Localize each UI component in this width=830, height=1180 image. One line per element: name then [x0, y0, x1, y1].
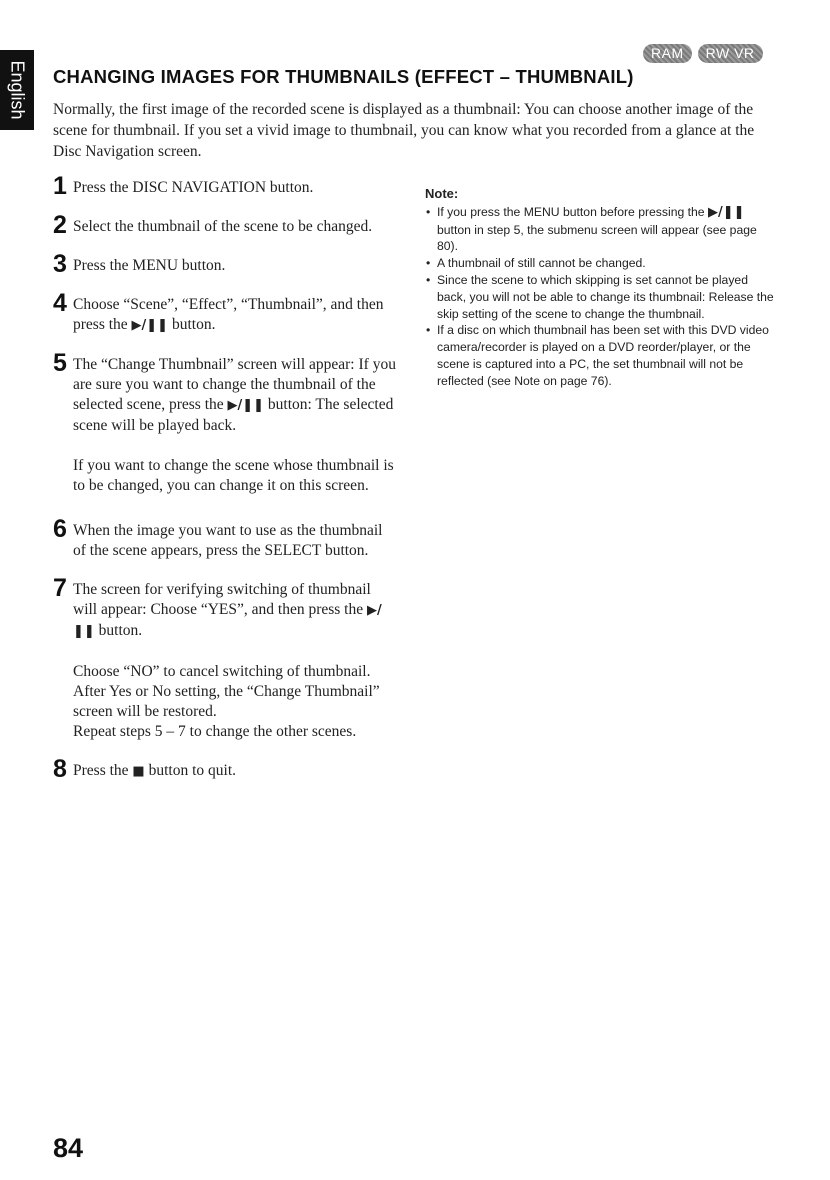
step-extra	[73, 456, 398, 496]
step-4	[53, 289, 398, 336]
step-number: 2	[53, 211, 67, 239]
step-text-after: button.	[168, 316, 216, 333]
step-8	[53, 755, 398, 783]
note-item: • Since the scene to which skipping is set cannot be played back, you will not be able to change its thumbnail: Release the skip setting of the scene to change the thumbnail.	[425, 272, 780, 322]
play-pause-icon: ▶/❚❚	[227, 398, 265, 413]
step-text-before: Press the	[73, 762, 133, 779]
play-pause-icon: ▶/❚❚	[131, 318, 169, 333]
rw-vr-badge: RW VR	[698, 44, 763, 63]
steps-list	[53, 172, 398, 783]
note-item	[425, 204, 780, 255]
step-6	[53, 515, 398, 561]
intro-paragraph: Normally, the first image of the recorded scene is displayed as a thumbnail: You can choose another image of the scene for thumbnail. If you set a vivid image to thumbnail, you can know what you recorded from a glance at the Disc Navigation screen.	[53, 101, 755, 160]
step-extra-text: If you want to change the scene whose thumbnail is to be changed, you can change it on this screen.	[73, 457, 394, 494]
step-text-after: button to quit.	[144, 762, 237, 779]
note-title: Note:	[425, 186, 459, 201]
step-number: 6	[53, 515, 67, 543]
step-number: 1	[53, 172, 67, 200]
step-text	[73, 580, 398, 642]
step-text: When the image you want to use as the thumbnail of the scene appears, press the SELECT button.	[73, 522, 383, 559]
step-text-after: button.	[94, 622, 143, 639]
step-text	[73, 355, 398, 436]
step-text-before: The screen for verifying switching of thumbnail will appear: Choose “YES”, and then press the	[73, 581, 371, 618]
step-number: 5	[53, 349, 67, 377]
stop-icon: ■	[132, 764, 145, 779]
step-extra-line: After Yes or No setting, the “Change Thumbnail” screen will be restored.	[73, 683, 380, 720]
step-3	[53, 250, 398, 278]
page-number: 84	[53, 1133, 84, 1163]
note-text-before: If you press the MENU button before pressing the	[437, 204, 708, 219]
note-list	[425, 204, 780, 390]
step-text-before: The “Change Thumbnail” screen will appear: If you are sure you want to change the thumbnail of the selected scene, press the	[73, 356, 396, 413]
page-title: CHANGING IMAGES FOR THUMBNAILS (EFFECT – THUMBNAIL)	[53, 66, 634, 87]
step-number: 4	[53, 289, 67, 317]
note-box	[425, 186, 780, 390]
step-number: 8	[53, 755, 67, 783]
play-pause-icon: ▶/❚❚	[707, 204, 745, 220]
note-item: • A thumbnail of still cannot be changed.	[425, 255, 780, 272]
step-extra-line: Repeat steps 5 – 7 to change the other scenes.	[73, 723, 357, 740]
step-text-before: Choose “Scene”, “Effect”, “Thumbnail”, and then press the	[73, 296, 384, 333]
step-text	[73, 761, 398, 782]
disc-type-badges	[643, 44, 763, 63]
language-tab-label: English	[7, 60, 28, 120]
step-1	[53, 172, 398, 200]
language-tab	[0, 50, 34, 130]
step-text: Press the MENU button.	[73, 257, 226, 274]
note-text-after: button in step 5, the submenu screen will appear (see page 80).	[437, 222, 757, 254]
step-number: 3	[53, 250, 67, 278]
step-number: 7	[53, 574, 67, 602]
step-extra-line: Choose “NO” to cancel switching of thumbnail.	[73, 663, 371, 680]
step-text	[73, 295, 398, 336]
step-text-after: button: The selected scene will be played back.	[73, 396, 394, 434]
step-2	[53, 211, 398, 239]
ram-badge: RAM	[643, 44, 692, 63]
step-7	[53, 574, 398, 742]
step-extra	[73, 662, 398, 742]
step-text: Select the thumbnail of the scene to be changed.	[73, 218, 373, 235]
step-5	[53, 349, 398, 496]
note-item: • If a disc on which thumbnail has been set with this DVD video camera/recorder is played on a DVD reorder/player, or the scene is captured into a PC, the set thumbnail will not be reflected (see Note on page 76).	[425, 322, 780, 389]
step-text: Press the DISC NAVIGATION button.	[73, 179, 314, 196]
play-pause-icon: ▶/❚❚	[73, 603, 382, 639]
